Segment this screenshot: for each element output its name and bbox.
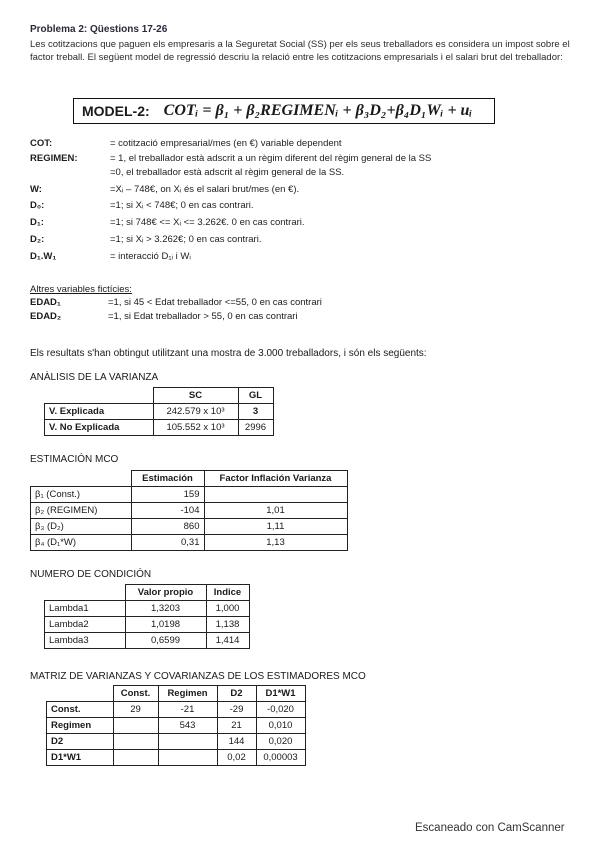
table-cell bbox=[158, 750, 217, 766]
row-label: V. No Explicada bbox=[45, 420, 154, 436]
dummies-title: Altres variables fictícies: bbox=[30, 284, 132, 295]
header-cell: D2 bbox=[217, 686, 256, 702]
model-equation: COTᵢ = β₁ + β₂REGIMENᵢ + β₃D₂+β₄D₁Wᵢ + uᵢ bbox=[163, 102, 473, 119]
table-cell bbox=[113, 718, 158, 734]
dummy-desc: =1, si Edat treballador > 55, 0 en cas contrari bbox=[108, 311, 298, 322]
row-label: Lambda1 bbox=[45, 601, 126, 617]
table-cell: 1,3203 bbox=[125, 601, 206, 617]
header-cell: Estimación bbox=[131, 471, 204, 487]
row-label: V. Explicada bbox=[45, 404, 154, 420]
var-name: D₁.W₁ bbox=[30, 251, 57, 262]
row-label: β₄ (D₁*W) bbox=[31, 535, 132, 551]
header-cell: Valor propio bbox=[125, 585, 206, 601]
table-cell: 1,11 bbox=[204, 519, 347, 535]
table-row bbox=[31, 535, 348, 551]
table-header-row bbox=[31, 471, 348, 487]
table-cell bbox=[113, 750, 158, 766]
row-label: β₁ (Const.) bbox=[31, 487, 132, 503]
var-desc: = cotització empresarial/mes (en €) variable dependent bbox=[110, 138, 342, 149]
dummy-name: EDAD₂ bbox=[30, 311, 62, 322]
table-cell: -0,020 bbox=[256, 702, 305, 718]
var-name: D₂: bbox=[30, 234, 45, 245]
variable-definitions bbox=[30, 138, 590, 268]
header-cell: SC bbox=[153, 388, 238, 404]
table-row bbox=[45, 420, 274, 436]
dummy-desc: =1, si 45 < Edat treballador <=55, 0 en cas contrari bbox=[108, 297, 322, 308]
table-row bbox=[45, 617, 250, 633]
table-row bbox=[45, 633, 250, 649]
header-cell bbox=[31, 471, 132, 487]
model-equation-box bbox=[73, 98, 495, 124]
dummy-name: EDAD₁ bbox=[30, 297, 61, 308]
table-cell: -21 bbox=[158, 702, 217, 718]
table-row bbox=[31, 487, 348, 503]
row-label: Lambda3 bbox=[45, 633, 126, 649]
header-cell bbox=[47, 686, 114, 702]
dummy-definitions bbox=[30, 297, 590, 327]
var-desc: =1; si 748€ <= Xᵢ <= 3.262€. 0 en cas contrari. bbox=[110, 217, 305, 228]
cov-title: MATRIZ DE VARIANZAS Y COVARIANZAS DE LOS ESTIMADORES MCO bbox=[30, 671, 366, 682]
table-header-row bbox=[45, 388, 274, 404]
table-cell: 29 bbox=[113, 702, 158, 718]
table-cell: 0,02 bbox=[217, 750, 256, 766]
intro-paragraph: Les cotitzacions que paguen els empresaris a la Seguretat Social (SS) per els seus treballadors es considera un impost sobre el factor treball. El següent model de regressió descriu la relació entre les cotitzacions empresarials i el salari brut del treballador: bbox=[30, 39, 570, 63]
table-cell bbox=[158, 734, 217, 750]
table-cell: 159 bbox=[131, 487, 204, 503]
table-cell: 144 bbox=[217, 734, 256, 750]
row-label: Regimen bbox=[47, 718, 114, 734]
var-desc: = 1, el treballador està adscrit a un règim diferent del règim general de la SS bbox=[110, 153, 432, 164]
var-name: W: bbox=[30, 184, 42, 195]
row-label: Const. bbox=[47, 702, 114, 718]
table-cell: 1,000 bbox=[206, 601, 249, 617]
table-cell: 1,0198 bbox=[125, 617, 206, 633]
header-cell: Factor Inflación Varianza bbox=[204, 471, 347, 487]
var-desc: =Xᵢ – 748€, on Xᵢ és el salari brut/mes (en €). bbox=[110, 184, 300, 195]
table-cell: 0,010 bbox=[256, 718, 305, 734]
problem-title: Problema 2: Qüestions 17-26 bbox=[30, 24, 168, 35]
table-cell: 0,00003 bbox=[256, 750, 305, 766]
row-label: Lambda2 bbox=[45, 617, 126, 633]
header-cell: GL bbox=[238, 388, 273, 404]
var-name: REGIMEN: bbox=[30, 153, 78, 164]
row-label: D1*W1 bbox=[47, 750, 114, 766]
var-name: COT: bbox=[30, 138, 53, 149]
row-label: β₂ (REGIMEN) bbox=[31, 503, 132, 519]
var-desc: =1; si Xᵢ > 3.262€; 0 en cas contrari. bbox=[110, 234, 262, 245]
cov-table bbox=[46, 685, 306, 766]
cond-title: NUMERO DE CONDICIÓN bbox=[30, 569, 152, 580]
table-cell: 860 bbox=[131, 519, 204, 535]
sample-text: Els resultats s'han obtingut utilitzant una mostra de 3.000 treballadors, i són els següents: bbox=[30, 348, 427, 359]
table-cell: 1,13 bbox=[204, 535, 347, 551]
anova-title: ANÀLISIS DE LA VARIANZA bbox=[30, 372, 159, 383]
var-desc: =0, el treballador està adscrit al règim general de la SS. bbox=[110, 167, 345, 178]
table-cell: 21 bbox=[217, 718, 256, 734]
table-row bbox=[45, 601, 250, 617]
table-header-row bbox=[45, 585, 250, 601]
row-label: β₃ (D₂) bbox=[31, 519, 132, 535]
header-cell bbox=[45, 388, 154, 404]
table-cell: 1,138 bbox=[206, 617, 249, 633]
table-cell: -29 bbox=[217, 702, 256, 718]
var-desc: =1; si Xᵢ < 748€; 0 en cas contrari. bbox=[110, 200, 254, 211]
table-cell: 0,020 bbox=[256, 734, 305, 750]
header-cell: D1*W1 bbox=[256, 686, 305, 702]
header-cell: Regimen bbox=[158, 686, 217, 702]
table-cell: 1,01 bbox=[204, 503, 347, 519]
var-name: D₁: bbox=[30, 217, 44, 228]
table-row bbox=[31, 519, 348, 535]
table-cell: 105.552 x 10³ bbox=[153, 420, 238, 436]
table-cell: 543 bbox=[158, 718, 217, 734]
row-label: D2 bbox=[47, 734, 114, 750]
mco-table bbox=[30, 470, 348, 551]
table-row bbox=[47, 718, 306, 734]
table-row bbox=[45, 404, 274, 420]
header-cell: Indice bbox=[206, 585, 249, 601]
table-cell: 3 bbox=[238, 404, 273, 420]
table-cell: 242.579 x 10³ bbox=[153, 404, 238, 420]
var-desc: = interacció D₁ᵢ i Wᵢ bbox=[110, 251, 191, 262]
table-cell: 1,414 bbox=[206, 633, 249, 649]
scanner-watermark: Escaneado con CamScanner bbox=[415, 822, 565, 834]
cond-table bbox=[44, 584, 250, 649]
table-row bbox=[47, 734, 306, 750]
table-row bbox=[47, 750, 306, 766]
var-name: D₀: bbox=[30, 200, 45, 211]
table-cell bbox=[113, 734, 158, 750]
table-cell: 0,6599 bbox=[125, 633, 206, 649]
header-cell bbox=[45, 585, 126, 601]
table-row bbox=[47, 702, 306, 718]
model-label: MODEL-2: bbox=[82, 103, 150, 119]
table-cell bbox=[204, 487, 347, 503]
table-cell: -104 bbox=[131, 503, 204, 519]
header-cell: Const. bbox=[113, 686, 158, 702]
table-row bbox=[31, 503, 348, 519]
table-header-row bbox=[47, 686, 306, 702]
mco-title: ESTIMACIÓN MCO bbox=[30, 454, 119, 465]
table-cell: 0,31 bbox=[131, 535, 204, 551]
anova-table bbox=[44, 387, 274, 436]
table-cell: 2996 bbox=[238, 420, 273, 436]
